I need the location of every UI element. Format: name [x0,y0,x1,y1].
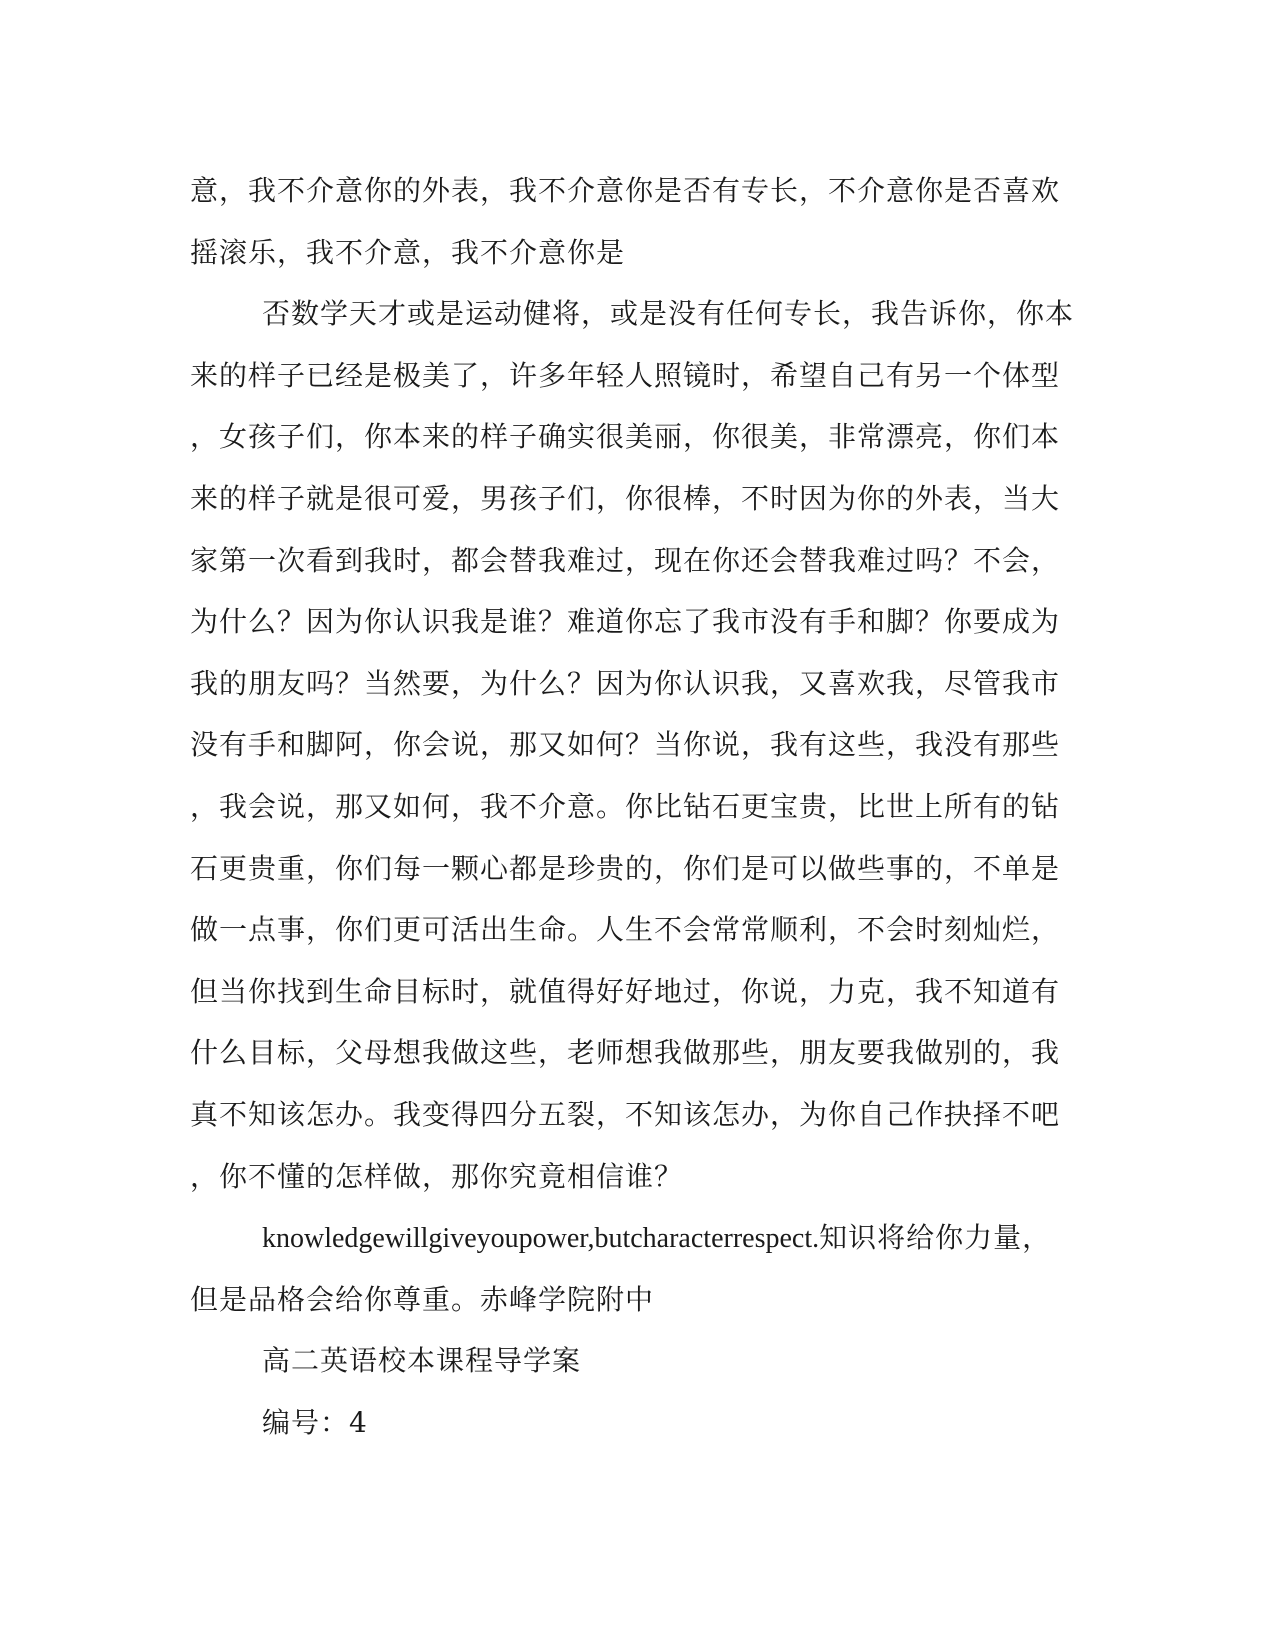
text-line: 摇滚乐，我不介意，我不介意你是 [190,235,626,269]
text-line: 真不知该怎办。我变得四分五裂，不知该怎办，为你自己作抉择不吧 [190,1097,1061,1131]
chinese-translation: 知识将给你力量， [819,1221,1052,1255]
text-line: ，女孩子们，你本来的样子确实很美丽，你很美，非常漂亮，你们本 [190,420,1061,454]
text-line: 否数学天才或是运动健将，或是没有任何专长，我告诉你，你本 [262,297,1075,331]
number-label: 编号：4 [262,1405,368,1439]
paragraph-2 [190,283,1075,1207]
text-line: 但是品格会给你尊重。赤峰学院附中 [190,1282,655,1316]
text-line: 什么目标，父母想我做这些，老师想我做那些，朋友要我做别的，我 [190,1036,1061,1070]
text-line: 为什么？因为你认识我是谁？难道你忘了我市没有手和脚？你要成为 [190,605,1061,639]
text-line: 意，我不介意你的外表，我不介意你是否有专长，不介意你是否喜欢 [190,174,1061,207]
document-body [190,160,1075,1453]
text-line: 来的样子就是很可爱，男孩子们，你很棒，不时因为你的外表，当大 [190,481,1061,515]
text-line [190,1207,1070,1269]
paragraph-3 [190,1207,1070,1330]
text-line: 我的朋友吗？当然要，为什么？因为你认识我，又喜欢我，尽管我市 [190,666,1061,700]
text-line: 但当你找到生命目标时，就值得好好地过，你说，力克，我不知道有 [190,974,1061,1008]
english-quote: knowledgewillgiveyoupower,butcharacterrespect. [262,1223,820,1255]
course-title: 高二英语校本课程导学案 [262,1344,582,1378]
text-line: ，我会说，那又如何，我不介意。你比钻石更宝贵，比世上所有的钻 [190,789,1061,823]
text-line: 来的样子已经是极美了，许多年轻人照镜时，希望自己有另一个体型 [190,358,1061,392]
text-line: 没有手和脚阿，你会说，那又如何？当你说，我有这些，我没有那些 [190,728,1061,762]
text-line: 石更贵重，你们每一颗心都是珍贵的，你们是可以做些事的，不单是 [190,851,1061,885]
text-line: 做一点事，你们更可活出生命。人生不会常常顺利，不会时刻灿烂， [190,913,1061,947]
text-line: ，你不懂的怎样做，那你究竟相信谁？ [190,1159,684,1193]
paragraph-1 [190,160,1070,283]
text-line: 家第一次看到我时，都会替我难过，现在你还会替我难过吗？不会， [190,543,1061,577]
